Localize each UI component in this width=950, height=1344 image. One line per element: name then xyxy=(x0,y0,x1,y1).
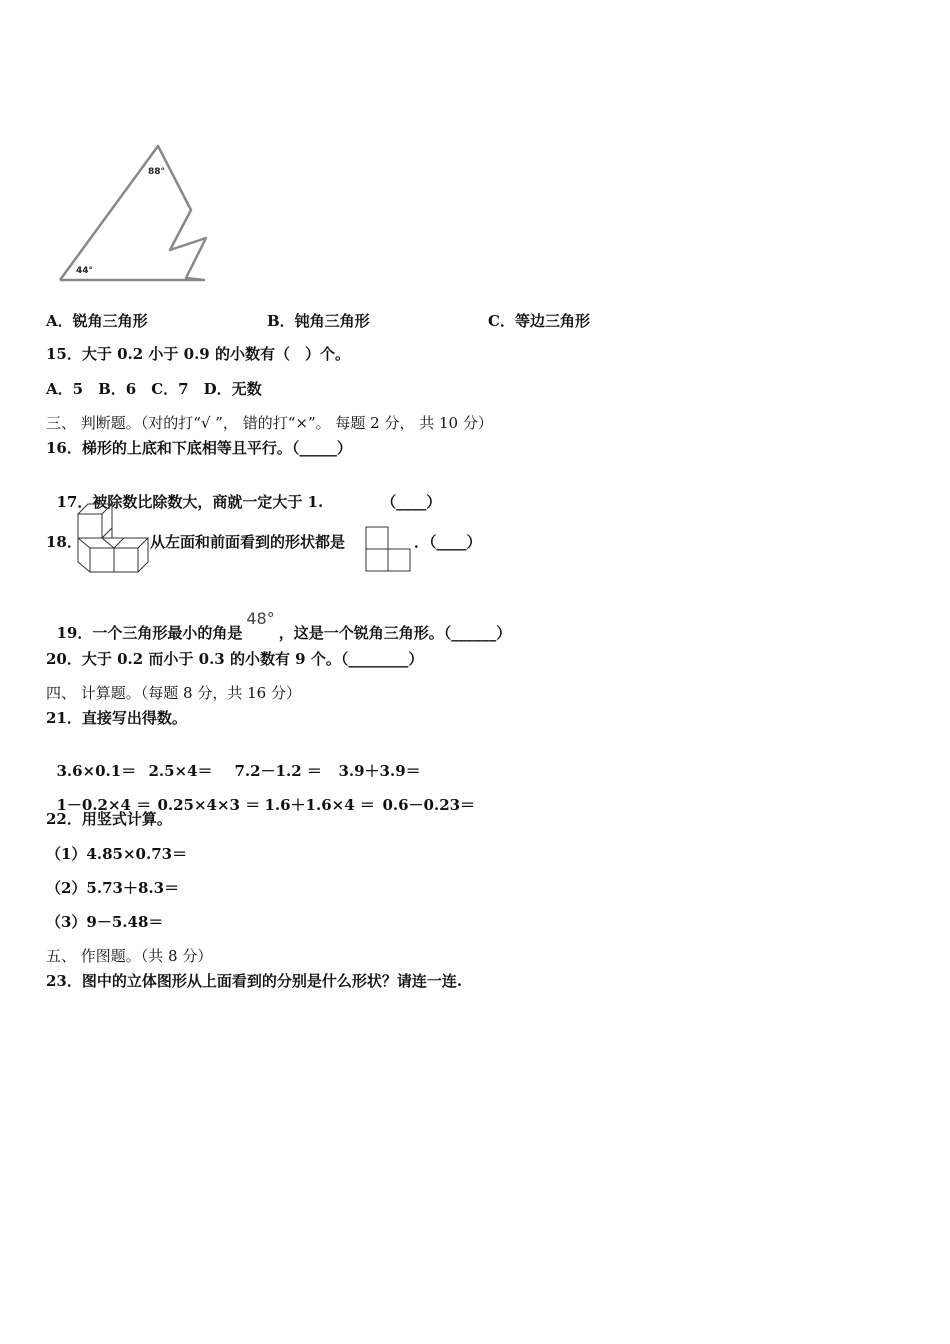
option-b[interactable]: B．钝角三角形 xyxy=(267,312,370,330)
question-22-title: 22．用竖式计算。 xyxy=(46,810,172,828)
question-21-title: 21．直接写出得数。 xyxy=(46,709,187,727)
cube-stack-figure xyxy=(76,500,152,575)
angle-48: 48° xyxy=(246,609,275,628)
section-3-title: 三、 判断题。（对的打“√ ”， 错的打“×”。 每题 2 分， 共 10 分） xyxy=(46,414,493,432)
calc-item[interactable]: 2.5×4＝ xyxy=(148,762,213,780)
question-19-before: 19．一个三角形最小的角是 xyxy=(56,624,243,642)
question-19-after[interactable]: ，这是一个锐角三角形。（______） xyxy=(278,624,512,642)
question-15: 15．大于 0.2 小于 0.9 的小数有（ ）个。 xyxy=(46,345,350,363)
calc-item[interactable]: 3.9＋3.9＝ xyxy=(338,762,421,780)
question-18-text: 从左面和前面看到的形状都是 xyxy=(150,533,346,551)
view-shape-drawing xyxy=(365,526,413,574)
question-18-number: 18． xyxy=(46,533,82,551)
calc-item[interactable]: 0.25×4×3 ＝ xyxy=(157,796,261,814)
question-17-blank[interactable]: （____） xyxy=(381,493,442,511)
question-16: 16．梯形的上底和下底相等且平行。（_____） xyxy=(46,439,352,457)
triangle-figure xyxy=(56,140,216,290)
section-4-title: 四、 计算题。（每题 8 分，共 16 分） xyxy=(46,684,301,702)
question-17-text: 17．被除数比除数大，商就一定大于 1. xyxy=(56,493,324,511)
vertical-calc-1[interactable]: （1）4.85×0.73＝ xyxy=(46,845,188,863)
calc-item[interactable]: 1.6＋1.6×4 ＝ xyxy=(264,796,375,814)
question-19 xyxy=(46,603,511,643)
angle-label-bottom: 44° xyxy=(76,266,94,276)
calc-item[interactable]: 1－0.2×4 ＝ xyxy=(56,796,152,814)
option-c[interactable]: C．等边三角形 xyxy=(488,312,590,330)
option-a[interactable]: A．锐角三角形 xyxy=(46,312,148,330)
calc-item[interactable]: 3.6×0.1＝ xyxy=(56,762,137,780)
vertical-calc-2[interactable]: （2）5.73＋8.3＝ xyxy=(46,879,180,897)
cube-stack-drawing xyxy=(76,500,152,575)
section-5-title: 五、 作图题。（共 8 分） xyxy=(46,947,213,965)
question-15-options[interactable]: A．5 B．6 C．7 D．无数 xyxy=(46,380,262,398)
angle-label-top: 88° xyxy=(148,167,166,177)
calc-item[interactable]: 7.2－1.2 ＝ xyxy=(234,762,322,780)
view-shape-figure xyxy=(365,526,413,574)
question-23: 23．图中的立体图形从上面看到的分别是什么形状？请连一连. xyxy=(46,972,463,990)
vertical-calc-3[interactable]: （3）9－5.48＝ xyxy=(46,913,164,931)
calc-item[interactable]: 0.6－0.23＝ xyxy=(382,796,476,814)
triangle-drawing xyxy=(56,140,216,290)
question-20[interactable]: 20．大于 0.2 而小于 0.3 的小数有 9 个。（________） xyxy=(46,650,424,668)
question-18-tail[interactable]: ．（____） xyxy=(414,533,482,551)
